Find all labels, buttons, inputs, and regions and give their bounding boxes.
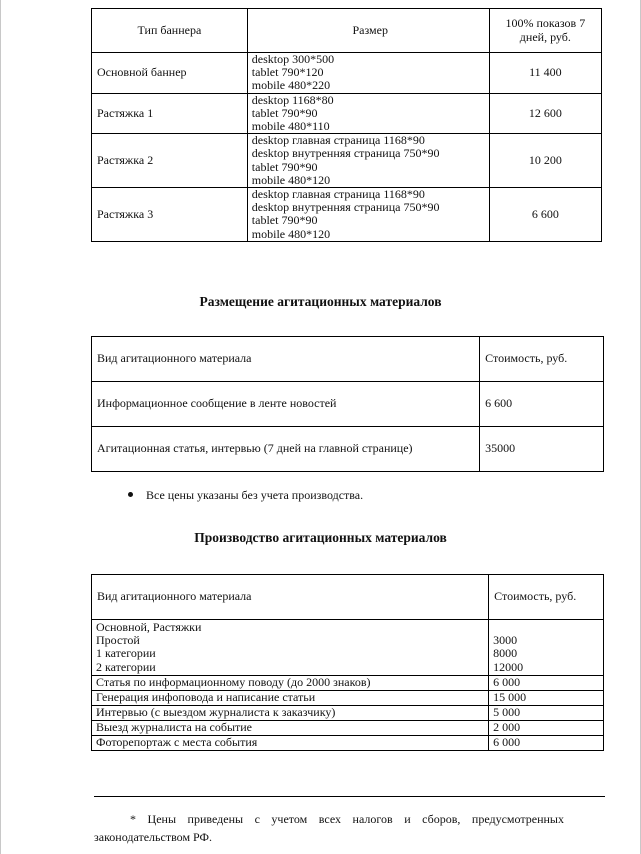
production-price: 2 000 — [489, 720, 604, 735]
banner-row-main — [92, 53, 602, 94]
banner-sizes — [247, 93, 489, 134]
size-line: tablet 790*90 — [251, 105, 318, 120]
production-group-prices — [489, 620, 604, 676]
production-price: 6 000 — [489, 735, 604, 750]
production-item: Простой — [96, 633, 140, 648]
placement-price-table — [91, 336, 604, 472]
production-row — [92, 735, 604, 750]
placement-row — [92, 427, 604, 472]
header-price-7days — [489, 9, 601, 53]
size-line: tablet 790*90 — [251, 159, 318, 174]
production-group-items — [92, 620, 489, 676]
header-price-line-2: дней, руб. — [519, 29, 571, 44]
production-item: Основной, Растяжки — [96, 620, 202, 634]
size-line: desktop главная страница 1168*90 — [251, 187, 425, 202]
size-line: tablet 790*90 — [251, 213, 318, 228]
production-header-row — [92, 575, 604, 620]
placement-item: Информационное сообщение в ленте новостей — [92, 382, 480, 427]
header-cost: Стоимость, руб. — [489, 575, 604, 620]
banner-type: Растяжка 2 — [92, 134, 248, 188]
production-item: 1 категории — [96, 646, 156, 661]
placement-row — [92, 382, 604, 427]
size-line: desktop 300*500 — [251, 52, 335, 66]
production-price-table — [91, 574, 604, 751]
footnote-divider — [94, 796, 605, 797]
banner-price: 10 200 — [489, 134, 601, 188]
size-line: mobile 480*120 — [251, 172, 331, 187]
production-group-row — [92, 620, 604, 676]
size-line: mobile 480*110 — [251, 119, 330, 134]
size-line: mobile 480*120 — [251, 226, 331, 241]
banner-price: 6 600 — [489, 188, 601, 242]
placement-price: 6 600 — [480, 382, 604, 427]
footnote-line-1: * Цены приведены с учетом всех налогов и сборов, предусмотренных — [130, 812, 564, 826]
bullet-icon — [128, 492, 133, 497]
production-row — [92, 720, 604, 735]
size-line: desktop внутренняя страница 750*90 — [251, 146, 440, 161]
production-row — [92, 705, 604, 720]
production-price: 15 000 — [489, 690, 604, 705]
size-line: mobile 480*220 — [251, 78, 331, 93]
production-item: Фоторепортаж с места события — [92, 735, 489, 750]
header-cost: Стоимость, руб. — [480, 337, 604, 382]
production-heading: Производство агитационных материалов — [194, 530, 447, 545]
production-price: 5 000 — [489, 705, 604, 720]
price-note-text: Все цены указаны без учета производства. — [146, 488, 364, 502]
production-row — [92, 675, 604, 690]
banner-type: Растяжка 1 — [92, 93, 248, 134]
banner-type: Растяжка 3 — [92, 188, 248, 242]
production-price: 12000 — [493, 659, 524, 674]
production-price: 8000 — [493, 646, 518, 661]
placement-heading: Размещение агитационных материалов — [199, 294, 442, 309]
production-item: Интервью (с выездом журналиста к заказчику) — [92, 705, 489, 720]
banner-row-stretch-1 — [92, 93, 602, 134]
footnote-line-2: законодательством РФ. — [94, 830, 212, 844]
placement-item: Агитационная статья, интервью (7 дней на главной странице) — [92, 427, 480, 472]
production-item: Статья по информационному поводу (до 2000 знаков) — [92, 675, 489, 690]
header-material-type: Вид агитационного материала — [92, 337, 480, 382]
placement-header-row — [92, 337, 604, 382]
production-price: 3000 — [493, 633, 518, 648]
size-line: desktop 1168*80 — [251, 92, 334, 107]
header-size: Размер — [247, 9, 489, 53]
size-line: tablet 790*120 — [251, 65, 324, 80]
footnote — [94, 810, 564, 846]
header-price-line-1: 100% показов 7 — [505, 16, 586, 31]
size-line: desktop внутренняя страница 750*90 — [251, 200, 440, 215]
banner-sizes — [247, 53, 489, 94]
banner-type: Основной баннер — [92, 53, 248, 94]
banner-table-header-row — [92, 9, 602, 53]
production-row — [92, 690, 604, 705]
banner-row-stretch-2 — [92, 134, 602, 188]
size-line: desktop главная страница 1168*90 — [251, 133, 425, 148]
page-edge-left — [0, 0, 1, 854]
header-banner-type: Тип баннера — [92, 9, 248, 53]
banner-price: 12 600 — [489, 93, 601, 134]
production-price: 6 000 — [489, 675, 604, 690]
production-item: Генерация инфоповода и написание статьи — [92, 690, 489, 705]
placement-price: 35000 — [480, 427, 604, 472]
header-material-type: Вид агитационного материала — [92, 575, 489, 620]
production-item: Выезд журналиста на событие — [92, 720, 489, 735]
banner-row-stretch-3 — [92, 188, 602, 242]
production-item: 2 категории — [96, 659, 156, 674]
banner-price-table — [91, 8, 602, 242]
banner-sizes — [247, 188, 489, 242]
banner-sizes — [247, 134, 489, 188]
banner-price: 11 400 — [489, 53, 601, 94]
